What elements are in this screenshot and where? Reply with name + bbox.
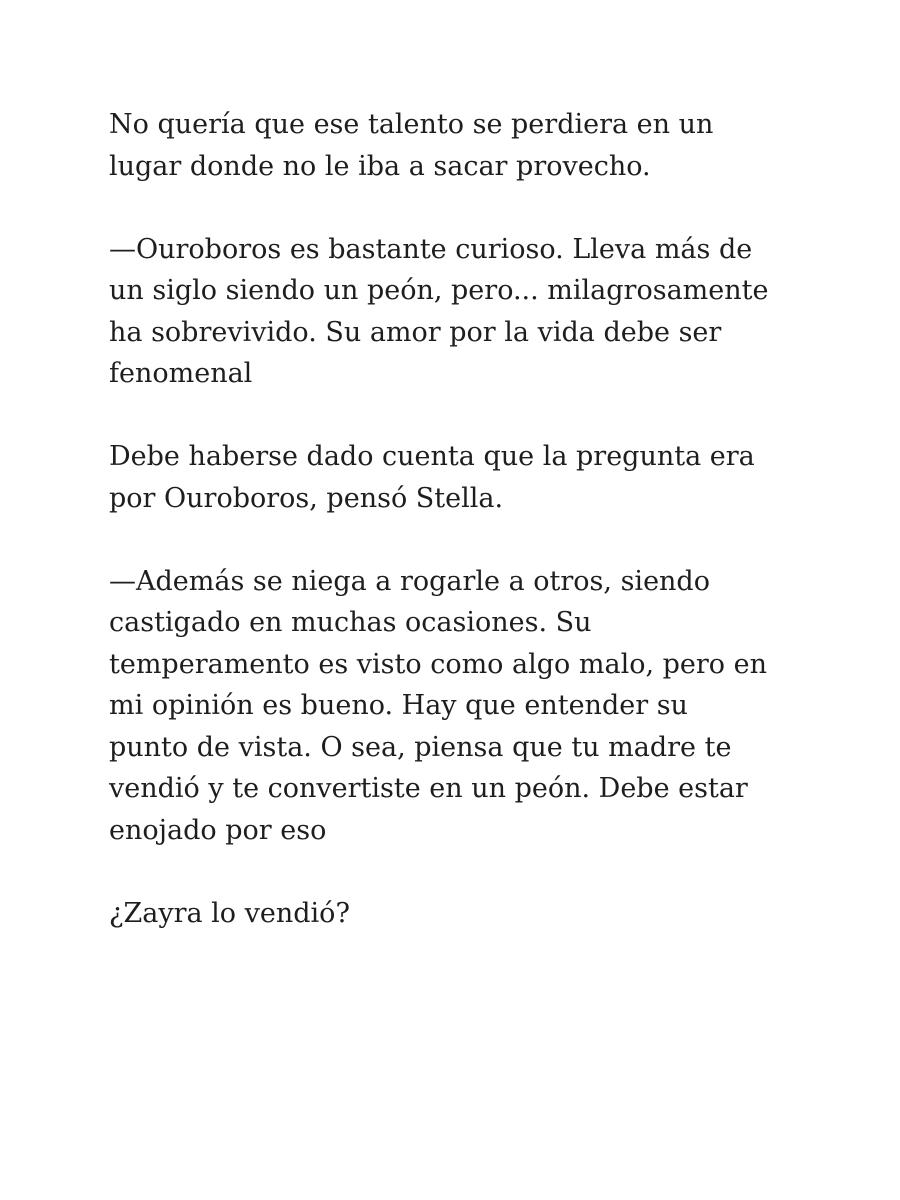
text-line: por Ouroboros, pensó Stella. xyxy=(109,482,504,514)
paragraph-4 xyxy=(109,561,809,852)
text-line: fenomenal xyxy=(109,358,253,389)
paragraph-3 xyxy=(109,436,809,519)
paragraph-1 xyxy=(109,104,809,187)
paragraph-2 xyxy=(109,229,809,395)
text-line: ha sobrevivido. Su amor por la vida debe ser xyxy=(109,316,722,348)
text-line: lugar donde no le iba a sacar provecho. xyxy=(109,150,651,182)
text-line: —Además se niega a rogarle a otros, siendo xyxy=(109,565,710,597)
text-line: vendió y te convertiste en un peón. Debe estar xyxy=(109,773,748,804)
text-line: castigado en muchas ocasiones. Su xyxy=(109,607,592,638)
body-text xyxy=(109,104,809,976)
text-line: enojado por eso xyxy=(109,814,327,846)
paragraph-5 xyxy=(109,893,809,935)
text-line: Debe haberse dado cuenta que la pregunta era xyxy=(109,441,755,472)
text-line: un siglo siendo un peón, pero... milagrosamente xyxy=(109,275,769,306)
text-line: —Ouroboros es bastante curioso. Lleva más de xyxy=(109,233,753,265)
text-line: punto de vista. O sea, piensa que tu madre te xyxy=(109,731,732,763)
text-line: ¿Zayra lo vendió? xyxy=(109,897,350,929)
text-line: No quería que ese talento se perdiera en un xyxy=(109,109,714,140)
text-line: mi opinión es bueno. Hay que entender su xyxy=(109,690,688,721)
text-line: temperamento es visto como algo malo, pero en xyxy=(109,648,768,680)
